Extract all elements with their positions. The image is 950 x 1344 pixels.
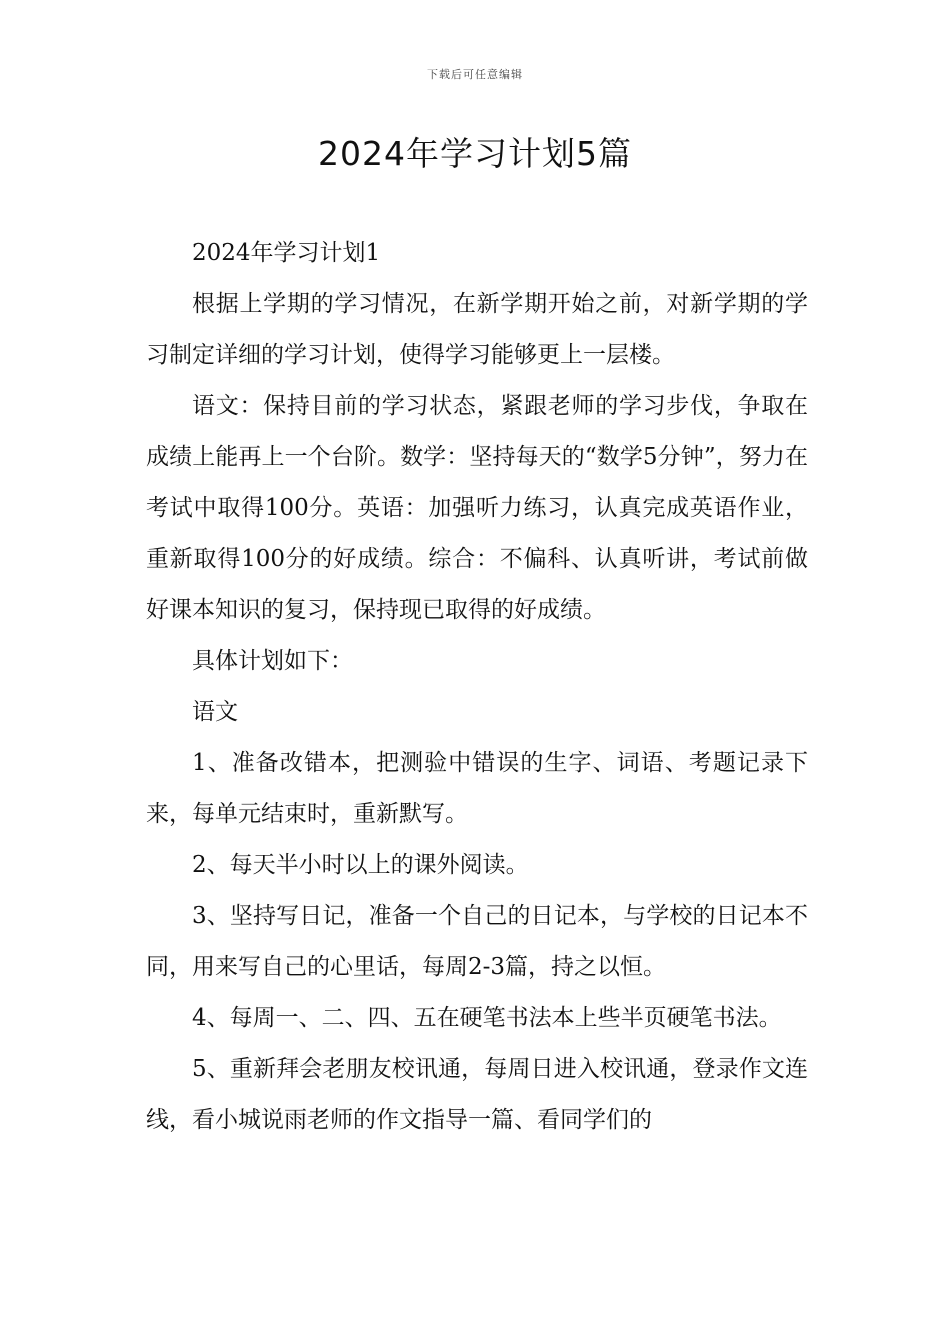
document-body [146, 228, 808, 1146]
paragraph-item-4: 4、每周一、二、四、五在硬笔书法本上些半页硬笔书法。 [192, 1005, 782, 1031]
paragraph-item-2: 2、每天半小时以上的课外阅读。 [192, 852, 529, 878]
paragraph-subject-goals: 语文：保持目前的学习状态，紧跟老师的学习步伐，争取在成绩上能再上一个台阶。数学：坚持每天的“数学5分钟”，努力在考试中取得100分。英语：加强听力练习，认真完成英语作业，重新取得100分的好成绩。综合：不偏科、认真听讲，考试前做好课本知识的复习，保持现已取得的好成绩。 [146, 393, 808, 623]
paragraph-item-5: 5、重新拜会老朋友校讯通，每周日进入校讯通，登录作文连线，看小城说雨老师的作文指导一篇、看同学们的 [146, 1056, 808, 1133]
paragraph-item-1: 1、准备改错本，把测验中错误的生字、词语、考题记录下来，每单元结束时，重新默写。 [146, 750, 808, 827]
header-note: 下载后可任意编辑 [427, 68, 523, 81]
paragraph-subject-chinese: 语文 [192, 699, 238, 725]
paragraph-intro: 根据上学期的学习情况，在新学期开始之前，对新学期的学习制定详细的学习计划，使得学习能够更上一层楼。 [146, 291, 808, 368]
paragraph-item-3: 3、坚持写日记，准备一个自己的日记本，与学校的日记本不同，用来写自己的心里话，每周2-3篇，持之以恒。 [146, 903, 808, 980]
paragraph-section-heading: 2024年学习计划1 [192, 240, 381, 266]
paragraph-plan-intro: 具体计划如下： [192, 648, 353, 674]
document-title: 2024年学习计划5篇 [318, 134, 632, 173]
